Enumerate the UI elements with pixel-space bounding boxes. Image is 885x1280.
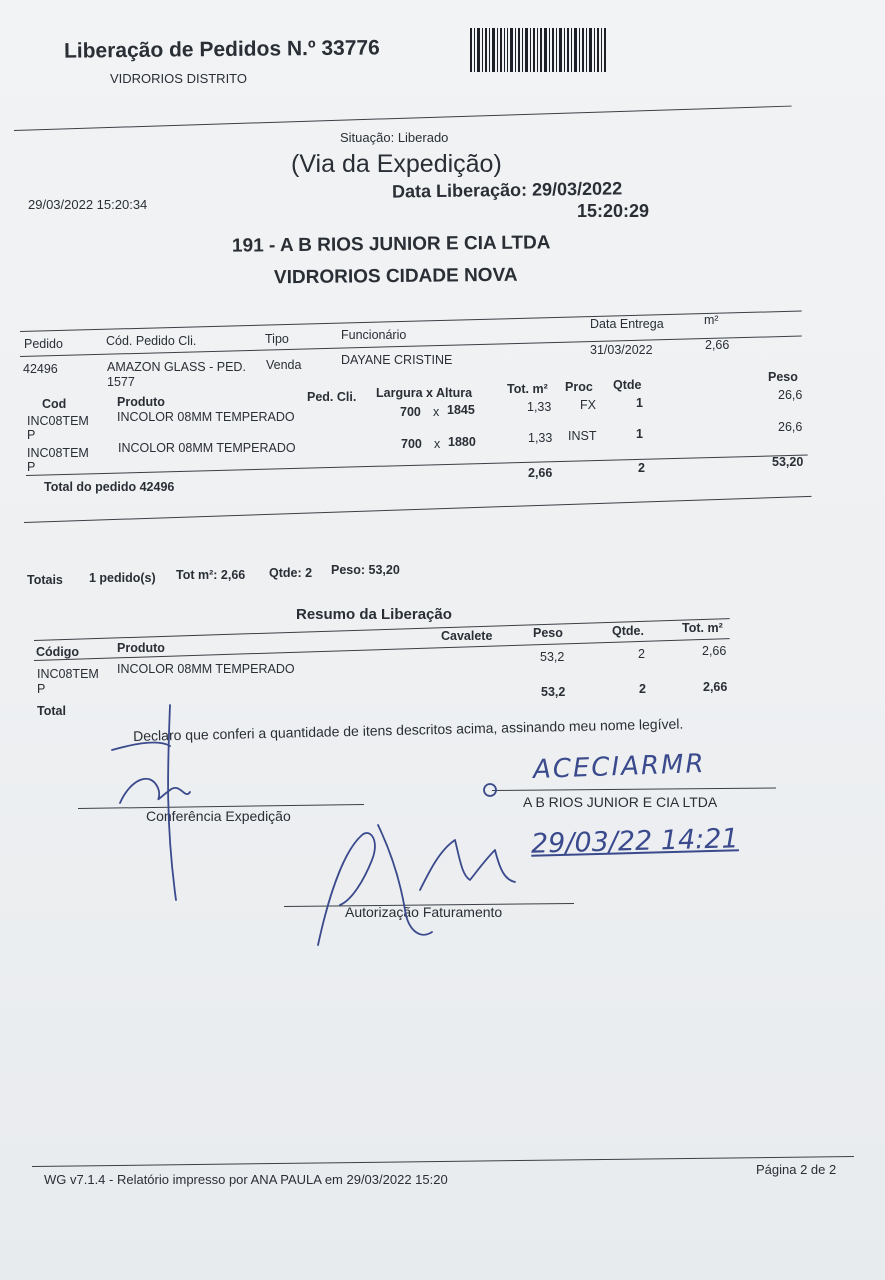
summary-row-cod-b: P <box>37 682 46 696</box>
item-col-cod: Cod <box>42 397 67 411</box>
issuer-company: VIDRORIOS DISTRITO <box>110 71 247 86</box>
handwritten-client-name: ACECIARMR <box>532 748 707 786</box>
item-2-proc: INST <box>568 429 597 443</box>
summary-total-label: Total <box>37 704 66 718</box>
item-col-peso: Peso <box>768 370 798 384</box>
conferencia-signature-stroke <box>168 705 176 900</box>
client-store: VIDRORIOS CIDADE NOVA <box>273 264 518 289</box>
order-total-label: Total do pedido 42496 <box>44 480 175 494</box>
order-client-code-1: AMAZON GLASS - PED. <box>107 360 246 374</box>
order-table-top-line <box>20 311 802 332</box>
handwritten-signatures <box>0 700 885 960</box>
order-total-qtde: 2 <box>638 461 645 475</box>
summary-total-m2: 2,66 <box>703 680 728 694</box>
item-2-peso: 26,6 <box>778 420 803 434</box>
footer-printed-by: WG v7.1.4 - Relatório impresso por ANA PAULA em 29/03/2022 15:20 <box>44 1172 448 1187</box>
item-2-largura: 700 <box>401 437 422 451</box>
item-1-cod-a: INC08TEM <box>27 414 89 428</box>
col-m2: m² <box>704 313 719 327</box>
totals-m2: Tot m²: 2,66 <box>176 568 246 582</box>
item-col-qtde: Qtde <box>613 378 642 392</box>
col-cod-cli: Cód. Pedido Cli. <box>106 334 197 348</box>
item-2-tot-m2: 1,33 <box>528 431 553 445</box>
summary-row-peso: 53,2 <box>540 650 565 664</box>
order-client-code-2: 1577 <box>107 375 135 389</box>
summary-col-cavalete: Cavalete <box>441 629 493 643</box>
printed-datetime: 29/03/2022 15:20:34 <box>28 197 148 212</box>
item-1-peso: 26,6 <box>778 388 803 402</box>
order-number: 42496 <box>23 362 58 376</box>
totals-qtde: Qtde: 2 <box>269 566 313 580</box>
item-1-proc: FX <box>580 398 596 412</box>
item-1-x: x <box>433 405 440 419</box>
totals-label: Totais <box>27 573 63 587</box>
summary-title: Resumo da Liberação <box>296 606 452 623</box>
col-tipo: Tipo <box>265 332 289 346</box>
item-2-cod-a: INC08TEM <box>27 446 89 460</box>
totals-pedidos: 1 pedido(s) <box>89 571 156 585</box>
conferencia-label: Conferência Expedição <box>146 808 291 824</box>
summary-col-peso: Peso <box>533 626 563 640</box>
item-col-ped-cli: Ped. Cli. <box>307 390 357 404</box>
summary-total-qtde: 2 <box>639 682 646 696</box>
col-pedido: Pedido <box>24 337 63 351</box>
order-total-m2: 2,66 <box>528 466 553 480</box>
release-time: 15:20:29 <box>577 201 650 221</box>
barcode <box>470 28 606 72</box>
summary-col-produto: Produto <box>117 641 165 655</box>
item-2-qtde: 1 <box>636 427 643 441</box>
order-delivery-date: 31/03/2022 <box>590 343 653 357</box>
item-col-tot-m2: Tot. m² <box>507 382 548 396</box>
summary-row-qtde: 2 <box>638 647 645 661</box>
client-signature-name: A B RIOS JUNIOR E CIA LTDA <box>523 794 718 810</box>
header-divider <box>14 106 792 131</box>
item-1-produto: INCOLOR 08MM TEMPERADO <box>117 410 295 424</box>
order-employee: DAYANE CRISTINE <box>341 353 453 367</box>
item-1-largura: 700 <box>400 405 421 419</box>
summary-col-codigo: Código <box>36 645 80 659</box>
summary-col-tot-m2: Tot. m² <box>682 621 723 635</box>
client-name: 191 - A B RIOS JUNIOR E CIA LTDA <box>231 232 551 257</box>
order-total-line <box>26 455 808 476</box>
situation-label: Situação: Liberado <box>340 130 449 145</box>
item-1-qtde: 1 <box>636 396 643 410</box>
autorizacao-label: Autorização Faturamento <box>345 904 503 920</box>
footer-page-number: Página 2 de 2 <box>756 1162 837 1177</box>
item-col-produto: Produto <box>117 395 165 409</box>
order-type: Venda <box>266 358 302 372</box>
col-funcionario: Funcionário <box>341 328 407 342</box>
conferencia-signature-scribble <box>112 743 190 803</box>
footer-line <box>32 1156 854 1167</box>
copy-label: (Via da Expedição) <box>291 150 502 178</box>
item-col-largura-altura: Largura x Altura <box>376 386 473 400</box>
item-1-cod-b: P <box>27 428 36 442</box>
release-date: Data Liberação: 29/03/2022 <box>391 178 623 202</box>
col-data-entrega: Data Entrega <box>590 317 664 331</box>
item-2-produto: INCOLOR 08MM TEMPERADO <box>118 441 296 455</box>
item-2-altura: 1880 <box>448 435 476 449</box>
summary-total-peso: 53,2 <box>541 685 566 699</box>
autorizacao-signature-stroke <box>318 825 515 945</box>
document-title: Liberação de Pedidos N.º 33776 <box>63 36 380 63</box>
client-signature-circle <box>484 784 496 796</box>
declaration-text: Declaro que conferi a quantidade de itens descritos acima, assinando meu nome legível. <box>133 715 684 744</box>
item-2-cod-b: P <box>27 460 36 474</box>
summary-row-tot-m2: 2,66 <box>702 644 727 658</box>
item-1-tot-m2: 1,33 <box>527 400 552 414</box>
item-1-altura: 1845 <box>447 403 475 417</box>
item-col-proc: Proc <box>565 380 593 394</box>
handwritten-date: 29/03/22 14:21 <box>530 823 740 860</box>
order-m2: 2,66 <box>705 338 730 352</box>
order-bottom-line <box>24 496 812 523</box>
totals-peso: Peso: 53,20 <box>331 563 400 577</box>
summary-row-cod-a: INC08TEM <box>37 667 99 681</box>
summary-col-qtde: Qtde. <box>612 624 644 638</box>
order-total-peso: 53,20 <box>772 455 804 469</box>
summary-row-produto: INCOLOR 08MM TEMPERADO <box>117 662 295 676</box>
item-2-x: x <box>434 437 441 451</box>
